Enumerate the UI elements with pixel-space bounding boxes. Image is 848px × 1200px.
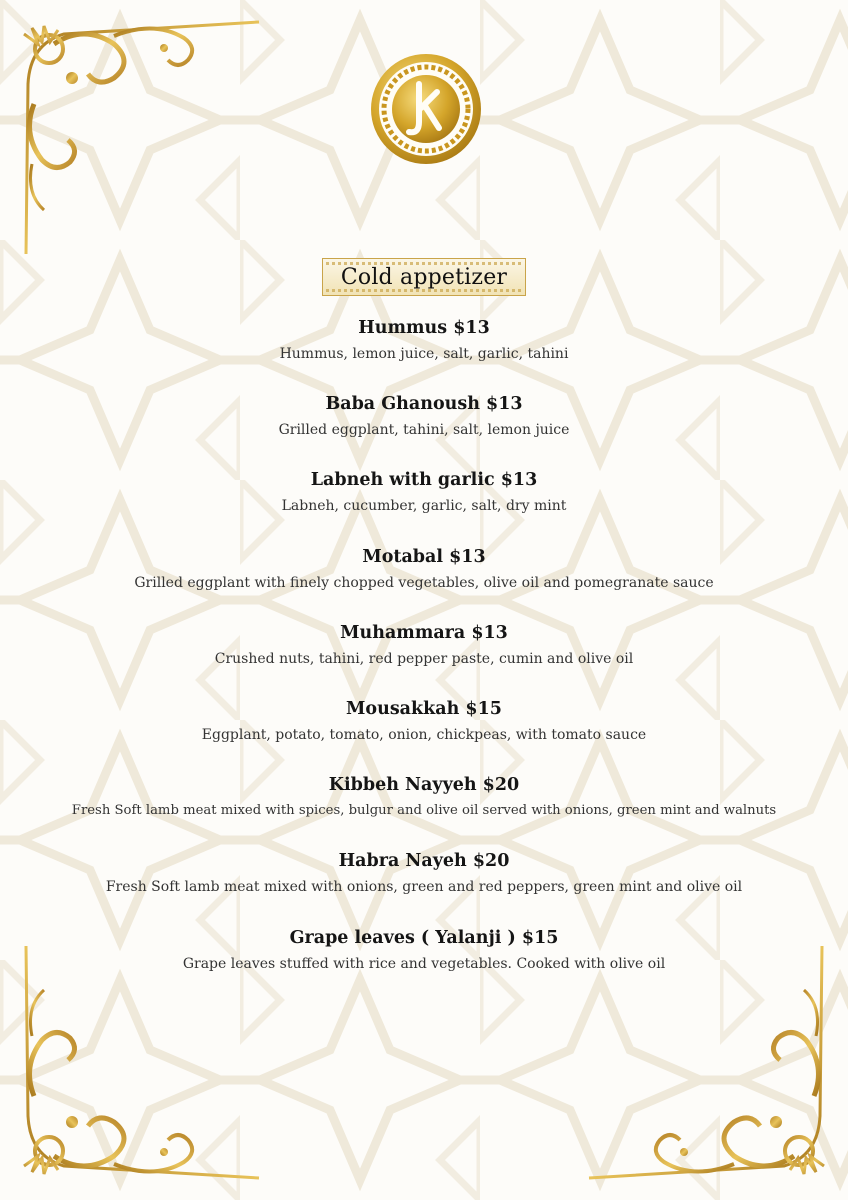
menu-item-name: Hummus $13: [358, 318, 490, 338]
menu-item-name: Habra Nayeh $20: [338, 851, 510, 872]
menu-item-description: Eggplant, potato, tomato, onion, chickpeas, with tomato sauce: [201, 726, 647, 743]
menu-item: [0, 771, 848, 847]
menu-item-name: Muhammara $13: [340, 622, 508, 643]
menu-item: [0, 924, 848, 1000]
menu-item-name: Kibbeh Nayyeh $20: [328, 775, 520, 796]
menu-list: [0, 314, 848, 1000]
menu-item: [0, 390, 848, 466]
menu-item: [0, 619, 848, 695]
menu-item-description: Hummus, lemon juice, salt, garlic, tahini: [279, 346, 569, 362]
menu-item-description: Fresh Soft lamb meat mixed with onions, green and red peppers, green mint and olive oil: [105, 879, 743, 896]
section-title-banner: [322, 258, 526, 296]
menu-item-description: Grilled eggplant with finely chopped vegetables, olive oil and pomegranate sauce: [134, 574, 714, 591]
menu-item-name: Labneh with garlic $13: [310, 470, 538, 491]
gold-corner-ornament-icon: [14, 14, 274, 274]
menu-item-name: Baba Ghanoush $13: [325, 394, 523, 415]
section-title: Cold appetizer: [340, 264, 508, 290]
menu-item: [0, 695, 848, 771]
menu-item-description: Grilled eggplant, tahini, salt, lemon juice: [278, 422, 570, 439]
menu-item: [0, 543, 848, 619]
menu-item-name: Motabal $13: [362, 546, 486, 567]
menu-item-name: Mousakkah $15: [346, 698, 502, 719]
menu-item: [0, 847, 848, 923]
menu-item: [0, 314, 848, 390]
menu-item-name: Grape leaves ( Yalanji ) $15: [289, 927, 559, 948]
menu-item-description: Crushed nuts, tahini, red pepper paste, cumin and olive oil: [214, 650, 634, 667]
restaurant-monogram-logo: [369, 52, 483, 166]
menu-item: [0, 466, 848, 542]
menu-item-description: Fresh Soft lamb meat mixed with spices, bulgur and olive oil served with onions, green mint and walnuts: [71, 803, 777, 819]
menu-item-description: Labneh, cucumber, garlic, salt, dry mint: [281, 498, 567, 515]
menu-item-description: Grape leaves stuffed with rice and vegetables. Cooked with olive oil: [182, 955, 666, 972]
